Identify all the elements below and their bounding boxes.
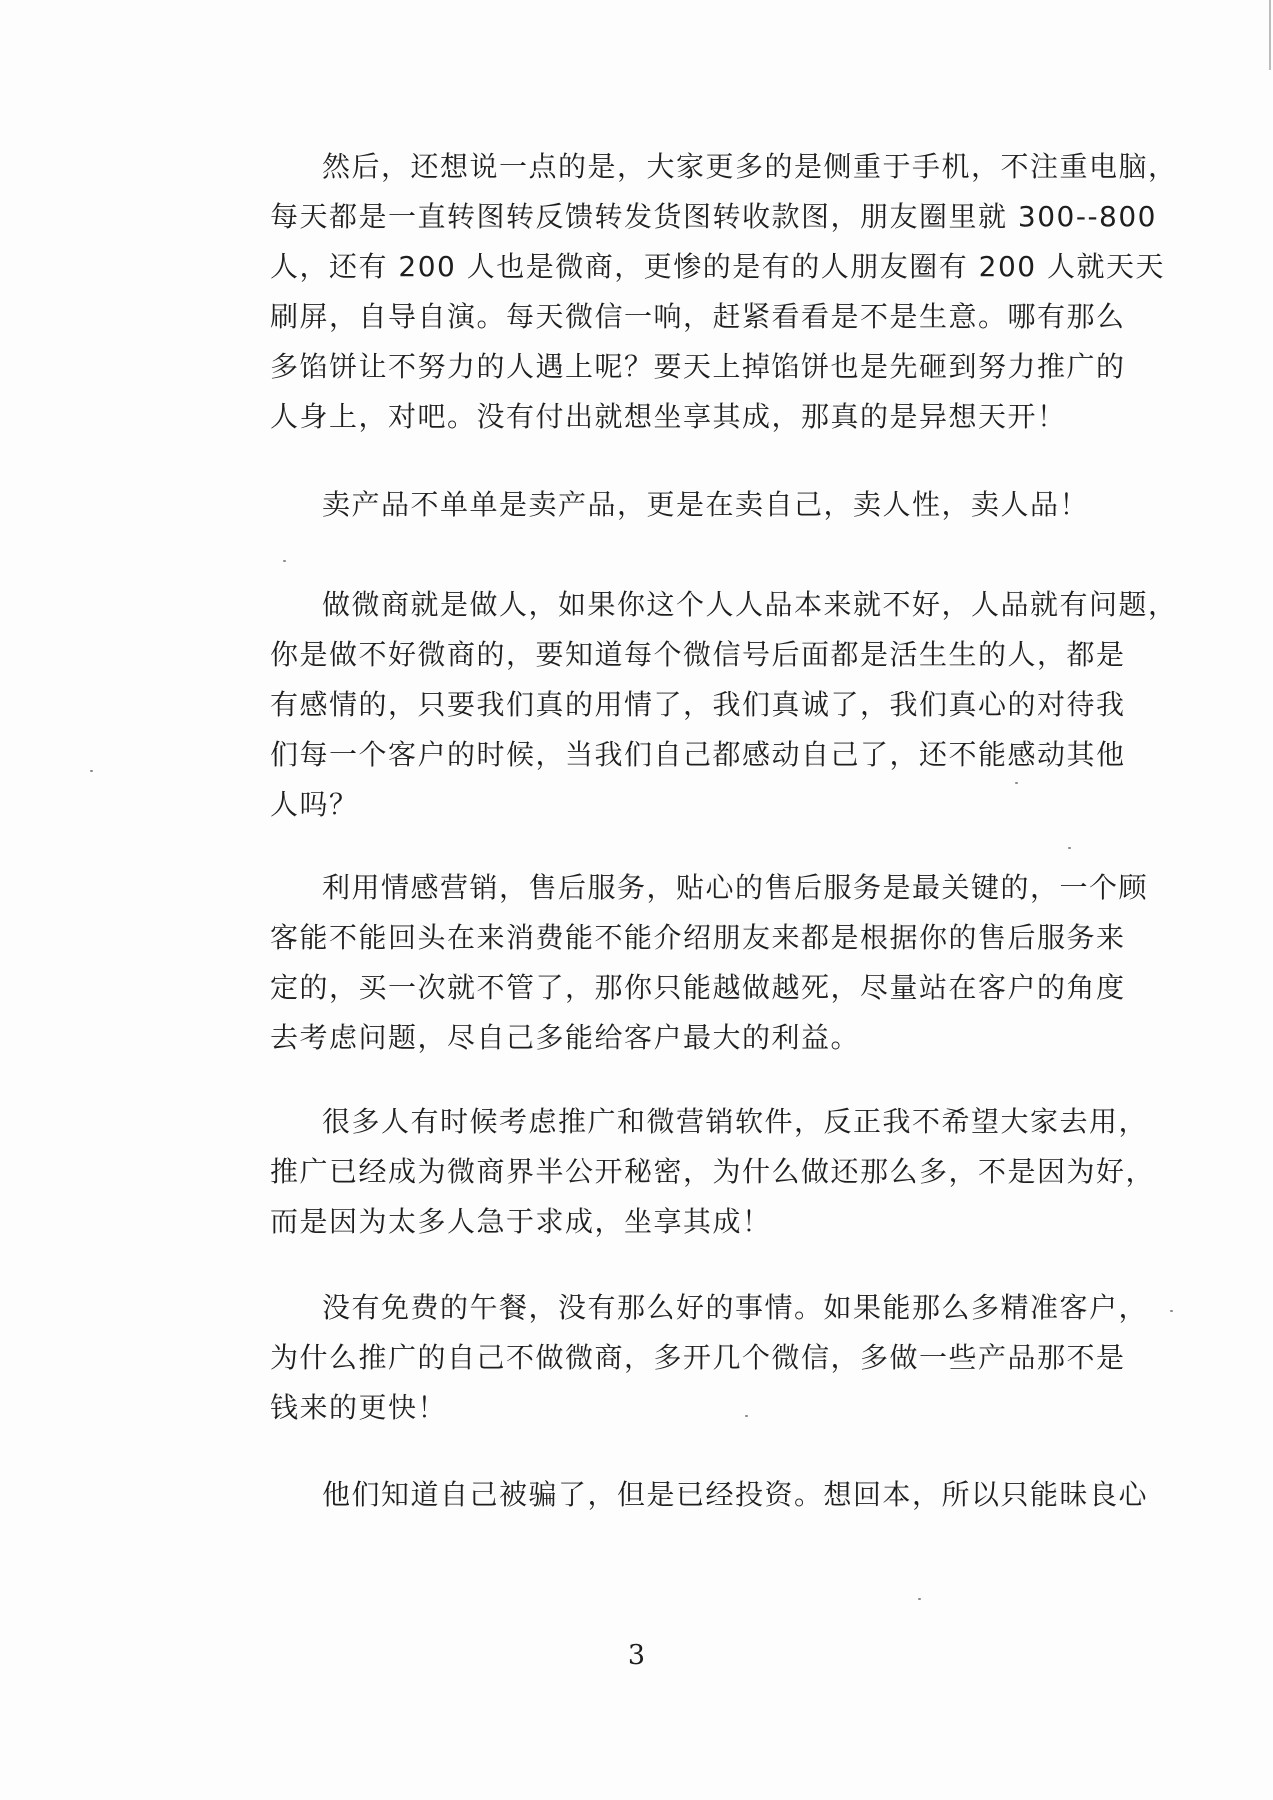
scan-speck (1015, 782, 1018, 784)
paragraph-line: 然后，还想说一点的是，大家更多的是侧重于手机，不注重电脑， (322, 150, 1178, 183)
paragraph-line: 为什么推广的自己不做微商，多开几个微信，多做一些产品那不是 (270, 1341, 1126, 1374)
paragraph-4 (270, 863, 1149, 1063)
paragraph-line: 刷屏，自导自演。每天微信一响，赶紧看看是不是生意。哪有那么 (270, 300, 1126, 333)
paragraph-line: 客能不能回头在来消费能不能介绍朋友来都是根据你的售后服务来 (270, 921, 1126, 954)
scan-speck (90, 770, 93, 772)
paragraph-7 (270, 1470, 1149, 1520)
paragraph-line: 卖产品不单单是卖产品，更是在卖自己，卖人性，卖人品！ (322, 488, 1090, 521)
paragraph-line: 人，还有 200 人也是微商，更惨的是有的人朋友圈有 200 人就天天 (270, 250, 1165, 283)
page-number: 3 (627, 1640, 646, 1671)
scan-speck (283, 560, 286, 562)
scan-speck (745, 1415, 748, 1417)
paragraph-line: 钱来的更快！ (270, 1391, 448, 1424)
paragraph-line: 利用情感营销，售后服务，贴心的售后服务是最关键的，一个顾 (322, 871, 1149, 904)
paragraph-2 (270, 480, 1090, 530)
paragraph-line: 多馅饼让不努力的人遇上呢？要天上掉馅饼也是先砸到努力推广的 (270, 350, 1126, 383)
paragraph-line: 们每一个客户的时候，当我们自己都感动自己了，还不能感动其他 (270, 738, 1126, 771)
paragraph-line: 定的，买一次就不管了，那你只能越做越死，尽量站在客户的角度 (270, 971, 1126, 1004)
paragraph-5 (270, 1097, 1156, 1247)
paragraph-line: 而是因为太多人急于求成，坐享其成！ (270, 1205, 772, 1238)
paragraph-line: 很多人有时候考虑推广和微营销软件，反正我不希望大家去用， (322, 1105, 1149, 1138)
paragraph-line: 没有免费的午餐，没有那么好的事情。如果能那么多精准客户， (322, 1291, 1149, 1324)
scan-speck (918, 1598, 921, 1600)
paragraph-line: 他们知道自己被骗了，但是已经投资。想回本，所以只能昧良心 (322, 1478, 1149, 1511)
scan-edge-mark (1269, 0, 1271, 70)
paragraph-3 (270, 580, 1178, 830)
paragraph-line: 每天都是一直转图转反馈转发货图转收款图，朋友圈里就 300--800 (270, 200, 1157, 233)
paragraph-line: 人身上，对吧。没有付出就想坐享其成，那真的是异想天开！ (270, 400, 1067, 433)
scan-speck (1170, 1310, 1173, 1312)
paragraph-line: 你是做不好微商的，要知道每个微信号后面都是活生生的人，都是 (270, 638, 1126, 671)
paragraph-line: 去考虑问题，尽自己多能给客户最大的利益。 (270, 1021, 861, 1054)
paragraph-line: 有感情的，只要我们真的用情了，我们真诚了，我们真心的对待我 (270, 688, 1126, 721)
paragraph-line: 推广已经成为微商界半公开秘密，为什么做还那么多，不是因为好， (270, 1155, 1156, 1188)
scan-speck (1068, 847, 1071, 849)
paragraph-1 (270, 142, 1178, 442)
paragraph-line: 人吗？ (270, 788, 359, 821)
paragraph-6 (270, 1283, 1149, 1433)
paragraph-line: 做微商就是做人，如果你这个人人品本来就不好，人品就有问题， (322, 588, 1178, 621)
